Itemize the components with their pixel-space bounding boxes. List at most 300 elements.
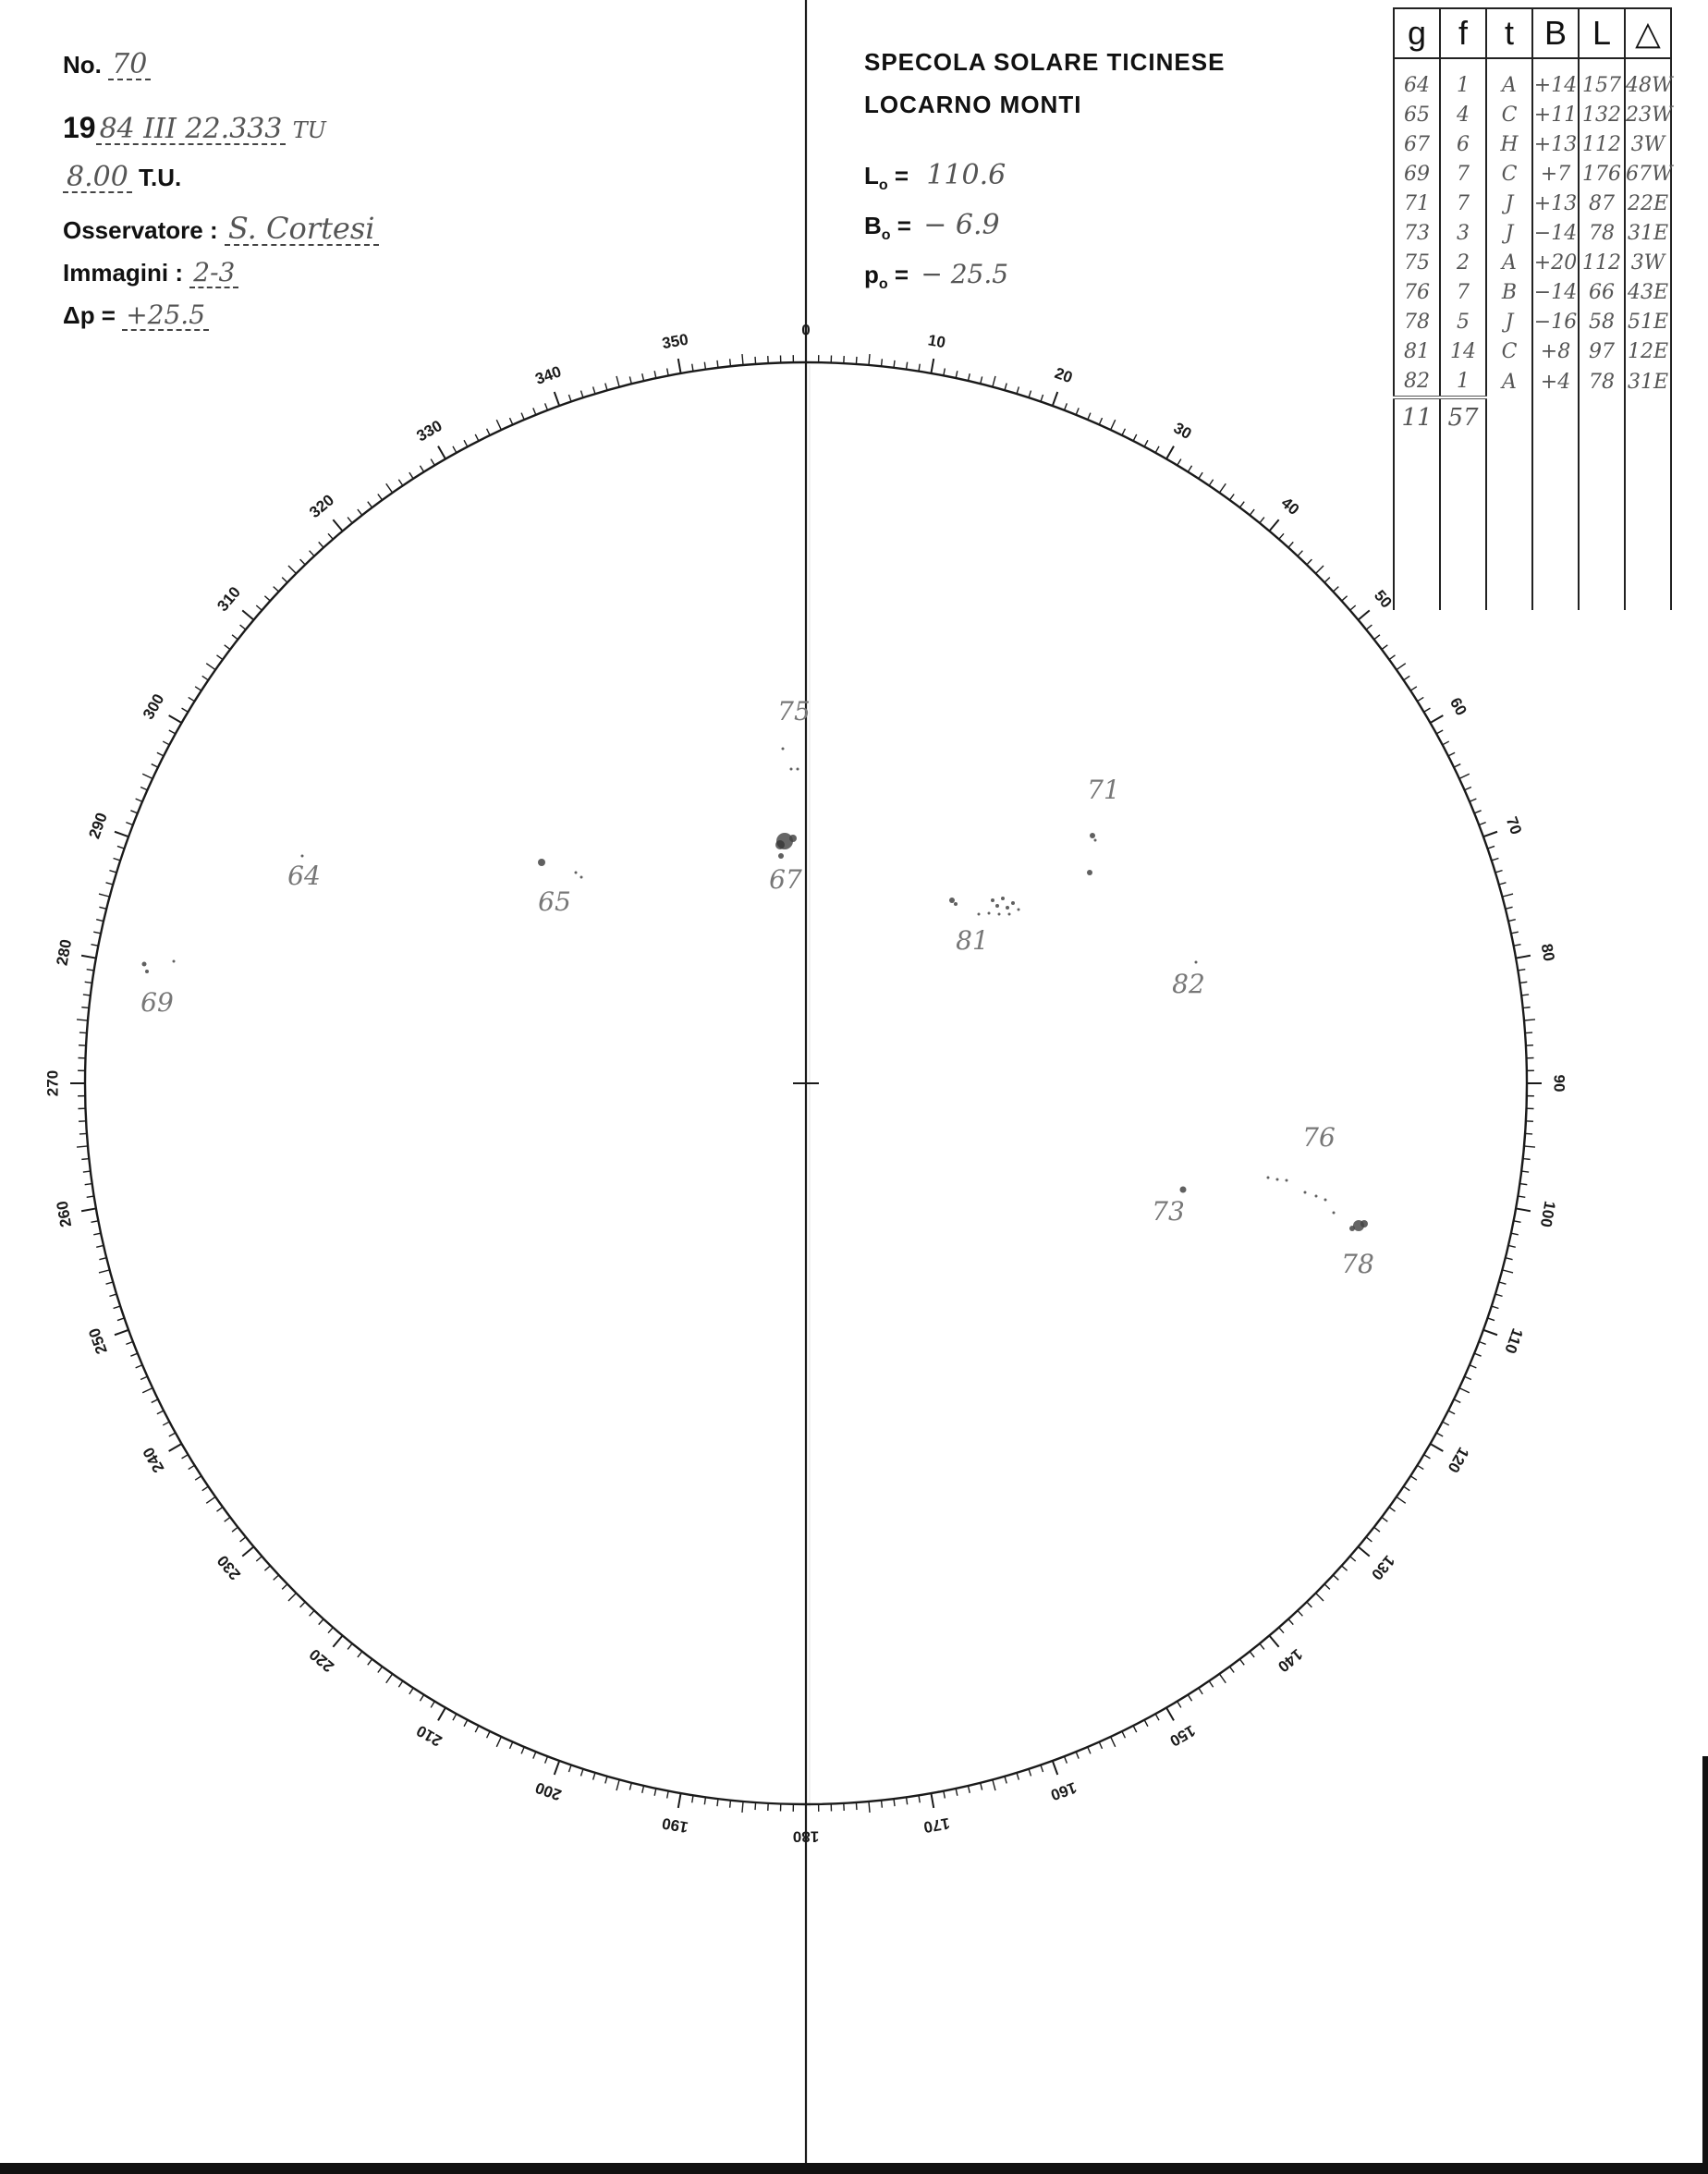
scale-tick: [1307, 559, 1312, 565]
scale-tick: [642, 373, 644, 381]
scale-tick: [256, 1557, 262, 1561]
sunspot: [995, 904, 999, 908]
scale-label: 120: [1444, 1444, 1473, 1476]
scale-tick: [931, 1793, 933, 1808]
scale-tick: [202, 1486, 209, 1490]
scale-tick: [1053, 392, 1057, 406]
scale-tick: [1333, 587, 1338, 592]
table-cell: A: [1486, 248, 1532, 277]
scale-tick: [368, 1659, 372, 1665]
scale-tick: [678, 359, 681, 373]
b0-label: B: [864, 212, 882, 239]
scale-tick: [378, 1667, 383, 1672]
scale-tick: [438, 446, 445, 459]
scale-label: 130: [1367, 1551, 1398, 1583]
scale-tick: [1342, 596, 1348, 601]
scale-tick: [1133, 1726, 1137, 1732]
sunspot: [998, 913, 1001, 916]
table-cell: 176: [1579, 159, 1625, 189]
scale-tick: [1298, 1610, 1302, 1616]
scale-tick: [1430, 715, 1443, 723]
scale-tick: [206, 664, 215, 670]
table-cell: 78: [1394, 307, 1440, 336]
table-blank-row: [1394, 436, 1671, 610]
scale-tick: [77, 1146, 88, 1147]
scale-tick: [348, 518, 352, 523]
delta-p-row: [63, 299, 209, 330]
scale-tick: [1459, 1388, 1470, 1393]
table-cell: A: [1486, 58, 1532, 100]
b0-sub: o: [881, 227, 891, 244]
scale-tick: [944, 1791, 946, 1799]
scale-tick: [1239, 502, 1244, 507]
scale-tick: [91, 945, 98, 947]
scale-tick: [1155, 1714, 1159, 1720]
scale-tick: [282, 1584, 287, 1590]
group-label: 81: [956, 925, 989, 956]
scale-tick: [202, 676, 209, 679]
scale-tick: [169, 730, 176, 734]
time-row: [63, 161, 181, 193]
scale-tick: [453, 446, 457, 453]
sunspot: [1360, 1220, 1368, 1227]
sunspot: [978, 913, 981, 916]
scale-label: 30: [1170, 419, 1195, 444]
table-cell: 67: [1394, 129, 1440, 159]
scale-tick: [654, 1789, 656, 1796]
scale-tick: [692, 1795, 693, 1802]
table-cell: 48W: [1625, 58, 1671, 100]
scale-tick: [310, 551, 314, 556]
scale-tick: [126, 823, 132, 825]
scale-tick: [755, 357, 756, 364]
scale-tick: [1516, 956, 1531, 959]
scale-tick: [420, 466, 423, 472]
scale-tick: [856, 1802, 857, 1810]
scale-tick: [1269, 519, 1278, 531]
scale-tick: [1502, 894, 1513, 897]
scale-tick: [919, 364, 920, 372]
scale-label: 340: [532, 362, 564, 388]
scale-tick: [1250, 1652, 1254, 1657]
scale-tick: [152, 764, 158, 768]
scale-tick: [378, 494, 383, 499]
scale-tick: [742, 1801, 743, 1813]
scale-tick: [398, 1681, 402, 1688]
table-empty-cell: [1579, 436, 1625, 610]
scale-tick: [87, 1196, 94, 1197]
table-empty-cell: [1532, 397, 1579, 436]
scale-tick: [1188, 466, 1191, 472]
scale-label: 330: [413, 416, 445, 446]
table-cell: C: [1486, 159, 1532, 189]
scale-tick: [882, 359, 883, 366]
scale-tick: [730, 359, 731, 366]
scale-tick: [1359, 1546, 1370, 1556]
sunspot: [1094, 839, 1097, 842]
scale-tick: [944, 368, 946, 375]
scale-tick: [464, 1720, 468, 1727]
scale-tick: [907, 1797, 908, 1804]
table-cell: 64: [1394, 58, 1440, 100]
scale-tick: [216, 1507, 222, 1511]
scale-label: 20: [1052, 363, 1075, 387]
scale-tick: [1519, 982, 1527, 983]
scale-tick: [1029, 1769, 1031, 1777]
scale-tick: [1279, 1628, 1284, 1633]
table-header-row: [1394, 8, 1671, 58]
table-cell: C: [1486, 336, 1532, 366]
scale-tick: [1269, 1636, 1278, 1647]
l0-value: 110.6: [926, 159, 1006, 191]
scale-tick: [1374, 635, 1380, 640]
scale-tick: [358, 1652, 362, 1657]
table-cell: 97: [1579, 336, 1625, 366]
scale-label: 210: [413, 1721, 445, 1751]
scale-tick: [1430, 1444, 1443, 1451]
table-cell: 31E: [1625, 366, 1671, 397]
scale-tick: [1219, 1674, 1226, 1683]
scale-tick: [1065, 1756, 1068, 1763]
sunspot: [1304, 1191, 1307, 1194]
group-labels-layer: [140, 696, 1374, 1279]
scale-tick: [232, 635, 238, 640]
scale-tick: [1448, 752, 1455, 756]
sunspot: [949, 898, 955, 903]
scale-tick: [667, 368, 669, 375]
scale-tick: [475, 434, 479, 441]
scale-tick: [319, 542, 323, 547]
scale-tick: [894, 360, 895, 368]
sunspot-group-table: [1393, 7, 1672, 610]
scale-label: 60: [1446, 694, 1470, 719]
scale-tick: [1209, 480, 1213, 486]
scale-tick: [85, 1184, 92, 1185]
sunspot: [173, 960, 176, 963]
scale-tick: [240, 625, 246, 629]
scale-tick: [140, 1376, 147, 1379]
scale-tick: [189, 1465, 195, 1469]
sunspot: [1333, 1212, 1336, 1215]
table-row: [1394, 58, 1671, 100]
scale-tick: [109, 1294, 116, 1296]
scale-tick: [136, 799, 142, 801]
scale-tick: [545, 403, 548, 409]
group-label: 78: [1341, 1249, 1374, 1279]
scale-tick: [87, 970, 94, 971]
table-cell: 132: [1579, 100, 1625, 129]
scale-tick: [1524, 1146, 1535, 1147]
date-suffix: TU: [292, 117, 326, 143]
scale-tick: [1099, 1742, 1102, 1749]
scale-tick: [1041, 395, 1043, 402]
scale-label: 240: [139, 1444, 168, 1476]
scale-tick: [398, 480, 402, 486]
scale-tick: [856, 357, 857, 364]
scale-tick: [264, 596, 270, 601]
sunspot: [1018, 909, 1020, 911]
sunspot: [142, 962, 147, 967]
table-row: [1394, 159, 1671, 189]
observatory-location: LOCARNO MONTI: [864, 91, 1082, 118]
scale-tick: [1017, 1773, 1019, 1780]
scale-tick: [1410, 687, 1417, 690]
scale-tick: [91, 1221, 98, 1223]
scale-tick: [1525, 1032, 1532, 1033]
scale-label: 260: [53, 1199, 76, 1229]
scale-tick: [1017, 386, 1019, 394]
scale-tick: [79, 1133, 87, 1134]
scale-label: 200: [532, 1778, 564, 1804]
scale-tick: [521, 413, 524, 420]
scale-tick: [475, 1726, 479, 1732]
sunspot: [1001, 897, 1005, 900]
p0-sub: o: [878, 276, 888, 293]
table-cell: 78: [1579, 366, 1625, 397]
number-row: [63, 48, 151, 80]
scale-tick: [1366, 625, 1372, 629]
scale-tick: [99, 1270, 110, 1273]
images-label: Immagini :: [63, 259, 184, 287]
sunspot: [1180, 1187, 1187, 1193]
l0-sub: o: [878, 177, 888, 194]
scale-tick: [1122, 429, 1126, 435]
scale-tick: [319, 1619, 323, 1625]
table-cell: 7: [1440, 159, 1486, 189]
table-empty-cell: [1625, 397, 1671, 436]
scale-tick: [487, 1731, 491, 1738]
table-column-header: △: [1625, 8, 1671, 58]
time-value: 8.00: [67, 161, 128, 193]
l0-row: $L_o = 110.6$: [864, 159, 1006, 194]
scale-tick: [1342, 1566, 1348, 1570]
scale-tick: [496, 1737, 501, 1747]
table-cell: 31E: [1625, 218, 1671, 248]
observer-signature: S. Cortesi: [227, 211, 375, 246]
scale-tick: [1436, 730, 1443, 734]
scale-tick: [142, 774, 152, 778]
images-row: [63, 257, 238, 287]
number-label: No.: [63, 51, 102, 79]
sunspot: [797, 768, 799, 771]
scale-label: 110: [1501, 1325, 1527, 1356]
table-cell: 43E: [1625, 277, 1671, 307]
table-cell: C: [1486, 100, 1532, 129]
scale-tick: [130, 1353, 137, 1356]
scale-label: 230: [214, 1551, 245, 1583]
scale-tick: [1516, 1208, 1531, 1211]
scale-tick: [1488, 846, 1495, 849]
scale-tick: [616, 376, 619, 387]
scale-tick: [1133, 434, 1137, 441]
scale-tick: [1229, 1667, 1234, 1672]
scale-tick: [328, 1628, 333, 1633]
scale-tick: [310, 1610, 314, 1616]
scale-tick: [368, 502, 372, 507]
scale-tick: [282, 578, 287, 583]
scale-tick: [140, 787, 147, 789]
scale-tick: [1279, 533, 1284, 539]
scale-tick: [242, 610, 253, 619]
scale-label: 170: [921, 1814, 952, 1837]
p0-label: p: [864, 261, 879, 288]
scale-tick: [348, 1643, 352, 1649]
images-value: 2-3: [193, 257, 236, 287]
scale-tick: [1519, 1184, 1527, 1185]
scale-tick: [1088, 1747, 1091, 1753]
scale-tick: [692, 364, 693, 372]
sunspot: [145, 970, 149, 973]
scale-tick: [264, 1566, 270, 1570]
table-cell: 3W: [1625, 248, 1671, 277]
scale-tick: [130, 811, 137, 813]
sunspot: [1349, 1226, 1355, 1231]
observatory-name: SPECOLA SOLARE TICINESE: [864, 48, 1226, 76]
table-cell: B: [1486, 277, 1532, 307]
scale-tick: [1448, 1411, 1455, 1414]
scale-tick: [496, 420, 501, 430]
scale-tick: [717, 360, 718, 368]
scale-tick: [1443, 1422, 1449, 1425]
scale-tick: [1424, 708, 1431, 712]
scale-tick: [1417, 1465, 1423, 1469]
scale-tick: [1474, 1353, 1481, 1356]
scale-tick: [1316, 566, 1324, 573]
scale-tick: [117, 1318, 125, 1321]
scale-tick: [487, 429, 491, 435]
table-empty-cell: [1579, 397, 1625, 436]
scale-tick: [981, 1783, 982, 1790]
group-label: 75: [777, 696, 811, 727]
scale-tick: [152, 1399, 158, 1403]
table-cell: 7: [1440, 277, 1486, 307]
scale-tick: [1250, 509, 1254, 515]
scale-tick: [1459, 774, 1470, 778]
scale-label: 140: [1274, 1644, 1306, 1676]
scale-tick: [206, 1496, 215, 1503]
scale-tick: [169, 1444, 182, 1451]
scale-label: 70: [1502, 814, 1526, 837]
table-body: [1394, 58, 1671, 610]
scale-tick: [1219, 483, 1226, 493]
table-column-header: t: [1486, 8, 1532, 58]
table-cell: J: [1486, 218, 1532, 248]
table-cell: +4: [1532, 366, 1579, 397]
scale-label: 220: [306, 1644, 338, 1676]
scale-tick: [1099, 418, 1102, 424]
table-cell: +13: [1532, 129, 1579, 159]
scale-tick: [1499, 1282, 1507, 1284]
scale-tick: [1417, 697, 1423, 701]
scale-tick: [509, 418, 512, 424]
table-cell: +11: [1532, 100, 1579, 129]
scale-tick: [1359, 610, 1370, 619]
scale-tick: [96, 1245, 104, 1247]
table-cell: −16: [1532, 307, 1579, 336]
scale-tick: [1518, 1196, 1525, 1197]
scale-tick: [240, 1537, 246, 1542]
table-row: [1394, 129, 1671, 159]
scale-tick: [1076, 408, 1079, 414]
scale-tick: [163, 741, 169, 745]
table-cell: 4: [1440, 100, 1486, 129]
scale-tick: [288, 1594, 296, 1601]
scale-tick: [1525, 1133, 1532, 1134]
scale-tick: [115, 832, 128, 837]
group-label: 76: [1302, 1122, 1336, 1153]
scale-tick: [1111, 1737, 1116, 1747]
sunspot: [1267, 1177, 1270, 1179]
scale-tick: [333, 1636, 342, 1647]
scale-tick: [1492, 858, 1499, 860]
table-cell: J: [1486, 189, 1532, 218]
scale-tick: [1499, 883, 1507, 885]
scale-label: 150: [1166, 1721, 1199, 1751]
group-label: 67: [769, 864, 802, 895]
scale-tick: [981, 376, 982, 384]
scale-tick: [1316, 1594, 1324, 1601]
scale-tick: [1483, 832, 1497, 837]
date-row: [63, 111, 326, 145]
scale-tick: [1029, 391, 1031, 398]
scale-tick: [1005, 384, 1006, 391]
scale-label: 270: [43, 1069, 62, 1097]
sunspot: [538, 859, 545, 866]
scale-tick: [464, 440, 468, 446]
scale-tick: [328, 533, 333, 539]
p0-row: $p_o$ = − 25.5: [864, 259, 1009, 293]
scale-tick: [1502, 1270, 1513, 1273]
scale-tick: [1404, 676, 1410, 679]
scale-tick: [1144, 1720, 1148, 1727]
observer-label: Osservatore :: [63, 216, 218, 244]
scale-tick: [545, 1756, 548, 1763]
table-cell: 81: [1394, 336, 1440, 366]
observer-row: [63, 211, 379, 246]
scale-tick: [1404, 1486, 1410, 1490]
table-cell: 7: [1440, 189, 1486, 218]
scale-tick: [869, 1801, 870, 1813]
scale-tick: [993, 376, 995, 387]
l0-label: L: [864, 162, 879, 189]
scale-tick: [438, 1707, 445, 1720]
b0-row: $B_o$ = − 6.9: [864, 209, 1000, 244]
scale-tick: [93, 932, 101, 934]
sunspot: [778, 853, 784, 859]
scale-label: 180: [792, 1827, 820, 1846]
scale-tick: [968, 373, 970, 381]
scale-tick: [1511, 1233, 1519, 1235]
scale-tick: [1041, 1765, 1043, 1773]
scale-tick: [580, 391, 582, 398]
table-cell: 23W: [1625, 100, 1671, 129]
table-cell: 157: [1579, 58, 1625, 100]
scale-label: 10: [926, 331, 947, 352]
scale-tick: [288, 566, 296, 573]
table-cell: +14: [1532, 58, 1579, 100]
scale-tick: [96, 920, 104, 922]
scale-tick: [1076, 1752, 1079, 1758]
scale-tick: [169, 715, 182, 723]
scale-tick: [1166, 446, 1174, 459]
scale-tick: [1465, 1376, 1471, 1379]
scale-tick: [1324, 578, 1330, 583]
scale-tick: [1495, 1294, 1503, 1296]
scale-tick: [157, 1411, 164, 1414]
number-value: 70: [112, 48, 148, 80]
scale-tick: [1389, 655, 1395, 660]
scale-tick: [555, 1761, 559, 1775]
